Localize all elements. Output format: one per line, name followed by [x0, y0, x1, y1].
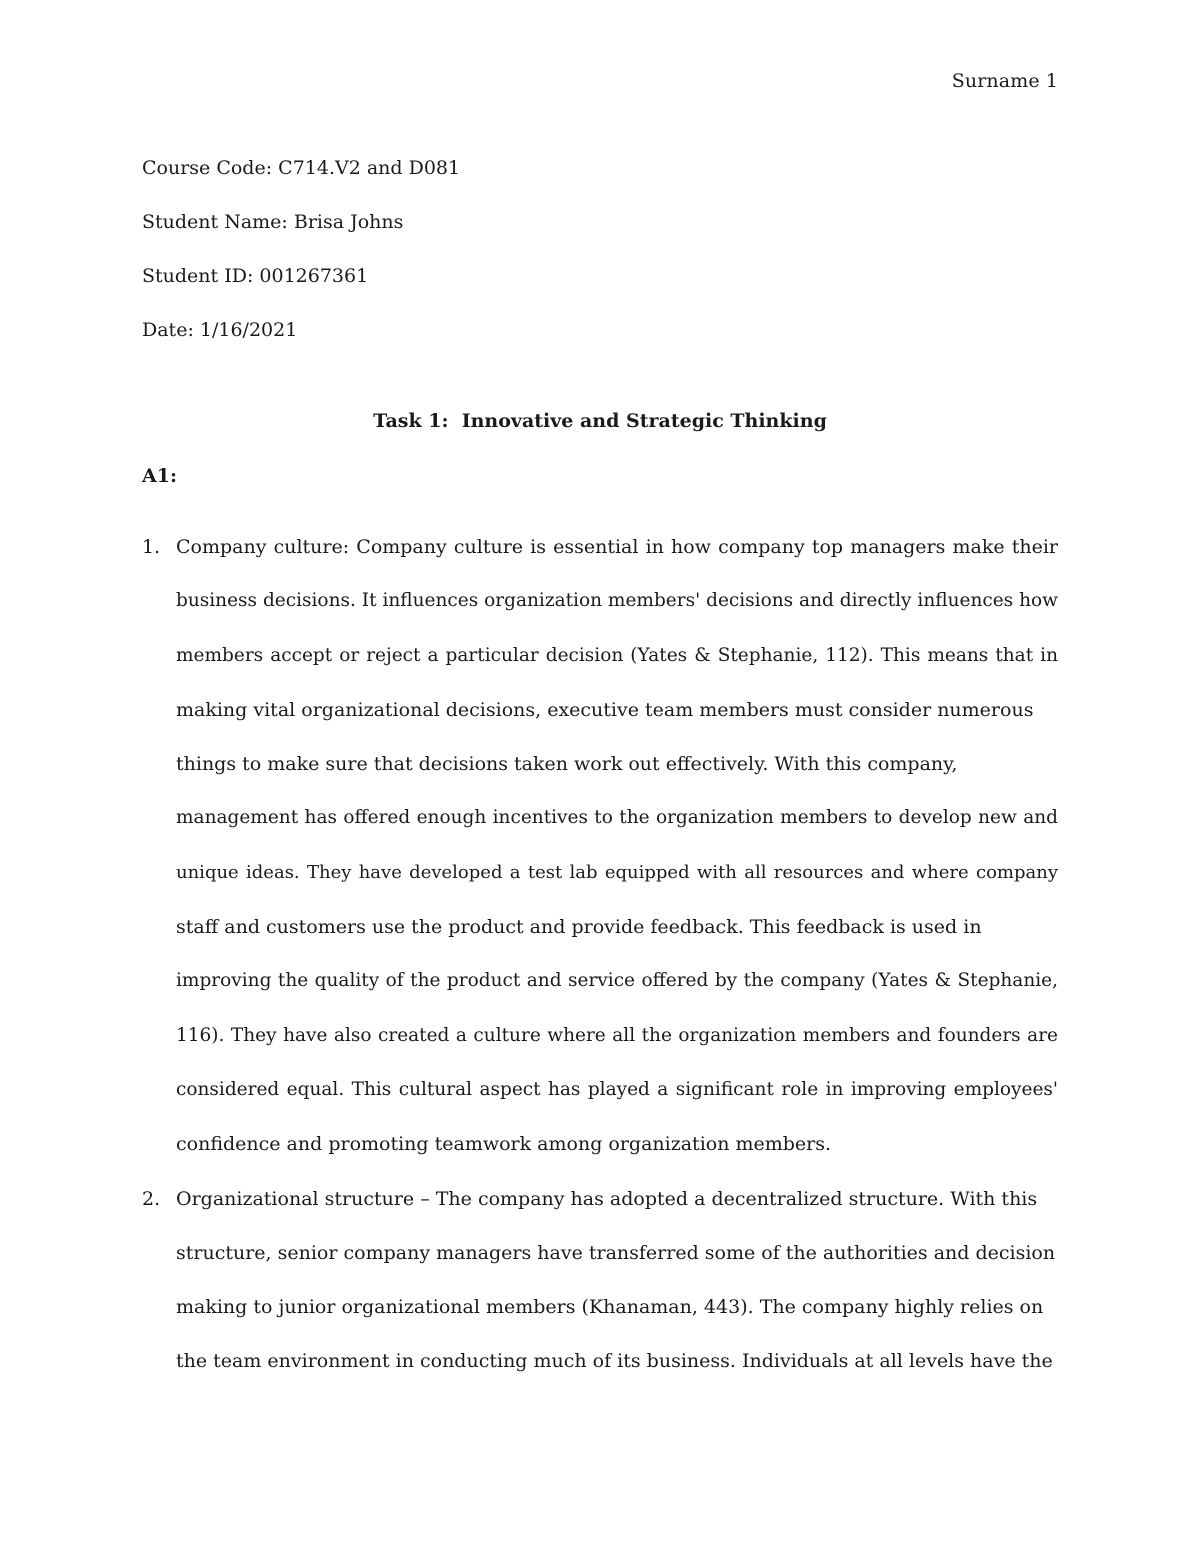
- paragraph-line: structure, senior company managers have transferred some of the authorities and decision: [176, 1241, 1056, 1264]
- student-id: Student ID: 001267361: [142, 265, 369, 287]
- paragraph-line: the team environment in conducting much of its business. Individuals at all levels have the: [176, 1350, 1053, 1373]
- course-code: Course Code: C714.V2 and D081: [142, 157, 461, 179]
- paragraph-line: unique ideas. They have developed a test lab equipped with all resources and where company: [176, 861, 1058, 883]
- paragraph-line: Organizational structure – The company has adopted a decentralized structure. With this: [176, 1187, 1038, 1210]
- paragraph-line: making vital organizational decisions, executive team members must consider numerous: [176, 698, 1034, 721]
- student-info-block: [142, 141, 460, 357]
- paragraph-line: considered equal. This cultural aspect has played a significant role in improving employees': [176, 1078, 1058, 1100]
- paragraph-line: making to junior organizational members (Khanaman, 443). The company highly relies on: [176, 1296, 1044, 1319]
- list-number: 1.: [142, 536, 161, 558]
- paragraph-line: 116). They have also created a culture where all the organization members and founders are: [176, 1024, 1058, 1046]
- list-number: 2.: [142, 1187, 161, 1210]
- paragraph-line: Company culture: Company culture is essential in how company top managers make their: [176, 536, 1058, 558]
- paragraph-line: confidence and promoting teamwork among organization members.: [176, 1133, 832, 1156]
- paragraph-line: business decisions. It influences organization members' decisions and directly influences how: [176, 590, 1058, 612]
- paragraph-line: management has offered enough incentives to the organization members to develop new and: [176, 807, 1058, 829]
- paragraph-line: things to make sure that decisions taken work out effectively. With this company,: [176, 753, 958, 776]
- paragraph-line: improving the quality of the product and service offered by the company (Yates & Stephanie,: [176, 970, 1058, 992]
- list-item-1: [142, 520, 1058, 1172]
- list-item-2: [142, 1172, 1058, 1389]
- numbered-list: [142, 520, 1058, 1389]
- paragraph-line: members accept or reject a particular decision (Yates & Stephanie, 112). This means that in: [176, 644, 1058, 666]
- section-label: A1:: [142, 465, 177, 487]
- student-name: Student Name: Brisa Johns: [142, 211, 404, 233]
- paragraph-line: staff and customers use the product and provide feedback. This feedback is used in: [176, 916, 982, 939]
- page-title: Task 1: Innovative and Strategic Thinking: [373, 410, 827, 432]
- running-head: Surname 1: [951, 70, 1058, 92]
- date: Date: 1/16/2021: [142, 319, 298, 341]
